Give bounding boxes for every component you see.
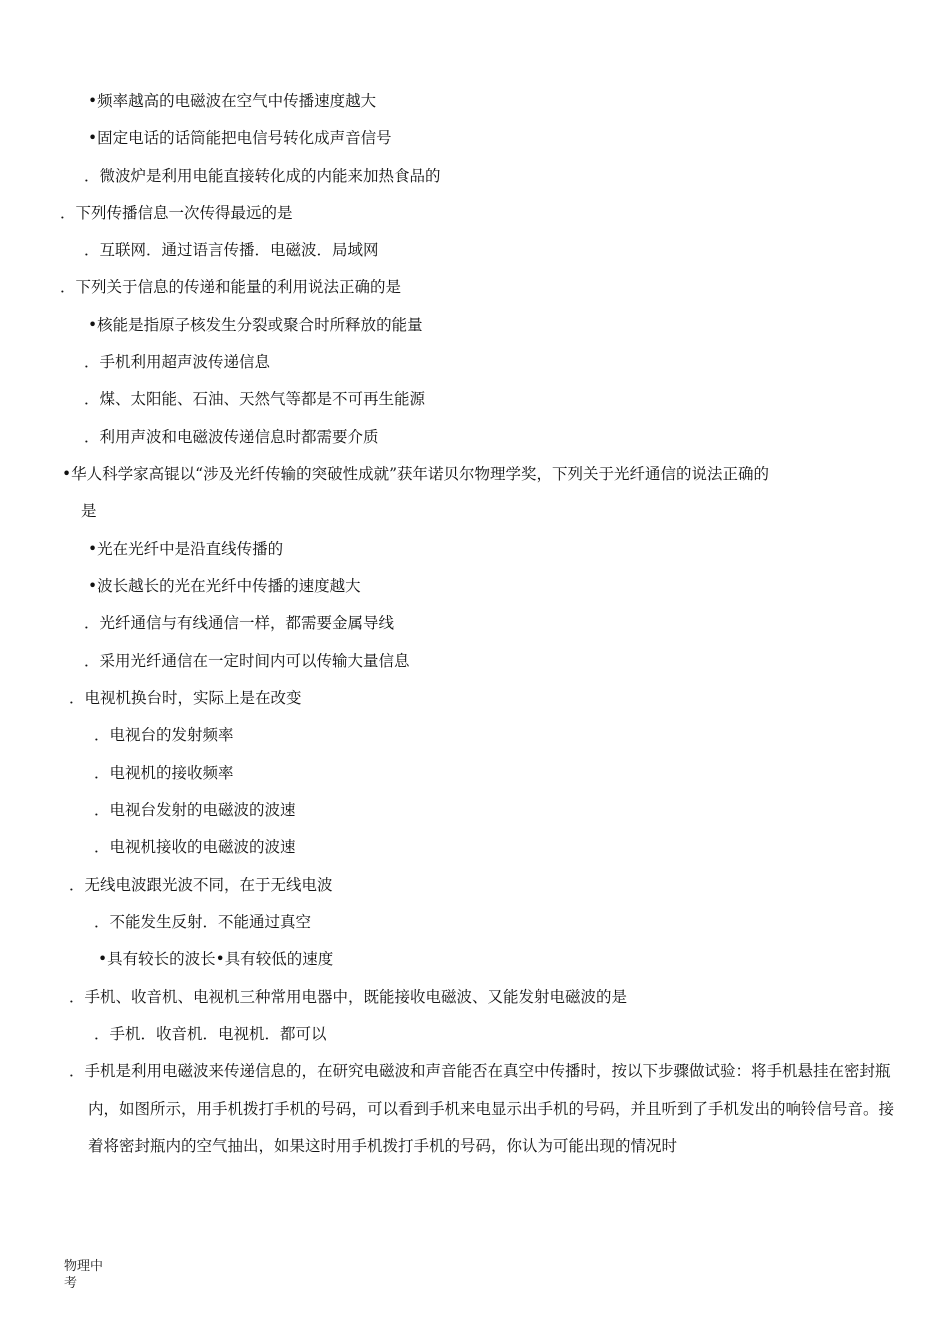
option-line: ．电视机接收的电磁波的波速 <box>94 838 296 856</box>
option-line: ．不能发生反射．不能通过真空 <box>94 913 312 931</box>
question-paragraph: ．手机是利用电磁波来传递信息的，在研究电磁波和声音能否在真空中传播时，按以下步骤做试验：将手机悬挂在密封瓶内，如图所示，用手机拨打手机的号码，可以看到手机来电显示出手机的号码，并且听到了手机发出的响铃信号音。接着将密封瓶内的空气抽出，如果这时用手机拨打手机的号码，你认为可能出现的情况时 <box>69 1062 895 1155</box>
question-line: •华人科学家高锟以“涉及光纤传输的突破性成就”获年诺贝尔物理学奖，下列关于光纤通信的说法正确的 <box>62 465 769 483</box>
option-line: ．手机．收音机．电视机．都可以 <box>94 1025 327 1043</box>
option-line: •波长越长的光在光纤中传播的速度越大 <box>88 577 361 595</box>
option-line: ．电视台发射的电磁波的波速 <box>94 801 296 819</box>
option-line: ．采用光纤通信在一定时间内可以传输大量信息 <box>84 652 410 670</box>
option-line: •固定电话的话筒能把电信号转化成声音信号 <box>88 129 392 147</box>
option-line: ．煤、太阳能、石油、天然气等都是不可再生能源 <box>84 390 426 408</box>
option-line: •核能是指原子核发生分裂或聚合时所释放的能量 <box>88 316 423 334</box>
option-line: ．互联网．通过语言传播．电磁波．局域网 <box>84 241 379 259</box>
question-line-continuation: 是 <box>81 502 97 520</box>
option-line: ．电视机的接收频率 <box>94 764 234 782</box>
question-line: ．手机、收音机、电视机三种常用电器中，既能接收电磁波、又能发射电磁波的是 <box>69 988 628 1006</box>
question-line: ．电视机换台时，实际上是在改变 <box>69 689 302 707</box>
option-line: •光在光纤中是沿直线传播的 <box>88 540 284 558</box>
page-footer: 物理中考 <box>64 1259 104 1291</box>
question-line: ．无线电波跟光波不同，在于无线电波 <box>69 876 333 894</box>
option-line: •频率越高的电磁波在空气中传播速度越大 <box>88 92 377 110</box>
option-line: ．利用声波和电磁波传递信息时都需要介质 <box>84 428 379 446</box>
question-line: ．下列关于信息的传递和能量的利用说法正确的是 <box>60 278 402 296</box>
option-line: ．微波炉是利用电能直接转化成的内能来加热食品的 <box>84 167 441 185</box>
option-line: ．光纤通信与有线通信一样，都需要金属导线 <box>84 614 395 632</box>
question-line: ．下列传播信息一次传得最远的是 <box>60 204 293 222</box>
option-line: •具有较长的波长•具有较低的速度 <box>98 950 334 968</box>
option-line: ．电视台的发射频率 <box>94 726 234 744</box>
option-line: ．手机利用超声波传递信息 <box>84 353 271 371</box>
